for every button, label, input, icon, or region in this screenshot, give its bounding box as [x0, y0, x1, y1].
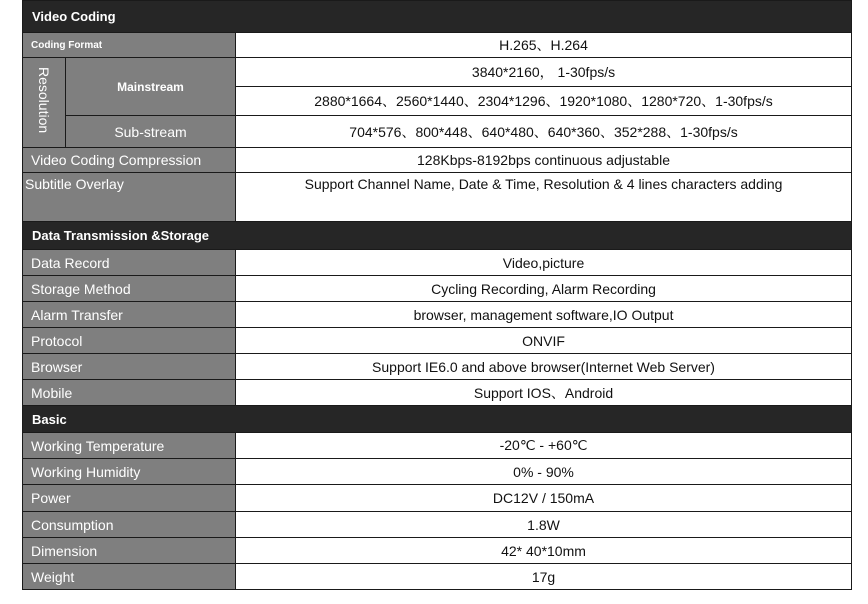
weight-value: 17g — [236, 564, 852, 590]
section-title: Basic — [32, 411, 67, 427]
resolution-label: Resolution — [36, 66, 52, 134]
protocol-value: ONVIF — [236, 328, 852, 354]
dimension-label: Dimension — [23, 538, 236, 564]
section-header-basic — [23, 406, 852, 433]
browser-label: Browser — [23, 354, 236, 380]
spec-table — [22, 0, 852, 590]
working-temperature-value: -20℃ - +60℃ — [236, 433, 852, 459]
data-record-value: Video,picture — [236, 250, 852, 276]
weight-label: Weight — [23, 564, 236, 590]
mainstream-value-2: 2880*1664、2560*1440、2304*1296、1920*1080、1280*720、1-30fps/s — [236, 87, 852, 116]
subtitle-overlay-label: Subtitle Overlay — [23, 173, 236, 222]
compression-label: Video Coding Compression — [23, 148, 236, 173]
substream-label: Sub-stream — [66, 116, 236, 148]
data-record-label: Data Record — [23, 250, 236, 276]
working-humidity-value: 0% - 90% — [236, 459, 852, 485]
mainstream-label: Mainstream — [66, 58, 236, 116]
power-value: DC12V / 150mA — [236, 485, 852, 512]
coding-format-value: H.265、H.264 — [236, 33, 852, 58]
section-title: Data Transmission &Storage — [32, 228, 209, 243]
working-humidity-label: Working Humidity — [23, 459, 236, 485]
section-header-data-transmission — [23, 222, 852, 250]
resolution-label-cell — [23, 58, 66, 148]
subtitle-overlay-value: Support Channel Name, Date & Time, Resolution & 4 lines characters adding — [236, 173, 852, 222]
storage-method-label: Storage Method — [23, 276, 236, 302]
substream-value: 704*576、800*448、640*480、640*360、352*288、1-30fps/s — [236, 116, 852, 148]
mobile-label: Mobile — [23, 380, 236, 406]
working-temperature-label: Working Temperature — [23, 433, 236, 459]
power-label: Power — [23, 485, 236, 512]
consumption-label: Consumption — [23, 512, 236, 538]
mobile-value: Support IOS、Android — [236, 380, 852, 406]
dimension-value: 42* 40*10mm — [236, 538, 852, 564]
protocol-label: Protocol — [23, 328, 236, 354]
browser-value: Support IE6.0 and above browser(Internet Web Server) — [236, 354, 852, 380]
storage-method-value: Cycling Recording, Alarm Recording — [236, 276, 852, 302]
section-title: Video Coding — [32, 9, 116, 24]
section-header-video-coding — [23, 1, 852, 33]
coding-format-label: Coding Format — [23, 33, 236, 58]
consumption-value: 1.8W — [236, 512, 852, 538]
compression-value: 128Kbps-8192bps continuous adjustable — [236, 148, 852, 173]
alarm-transfer-value: browser, management software,IO Output — [236, 302, 852, 328]
alarm-transfer-label: Alarm Transfer — [23, 302, 236, 328]
mainstream-value-1: 3840*2160， 1-30fps/s — [236, 58, 852, 87]
